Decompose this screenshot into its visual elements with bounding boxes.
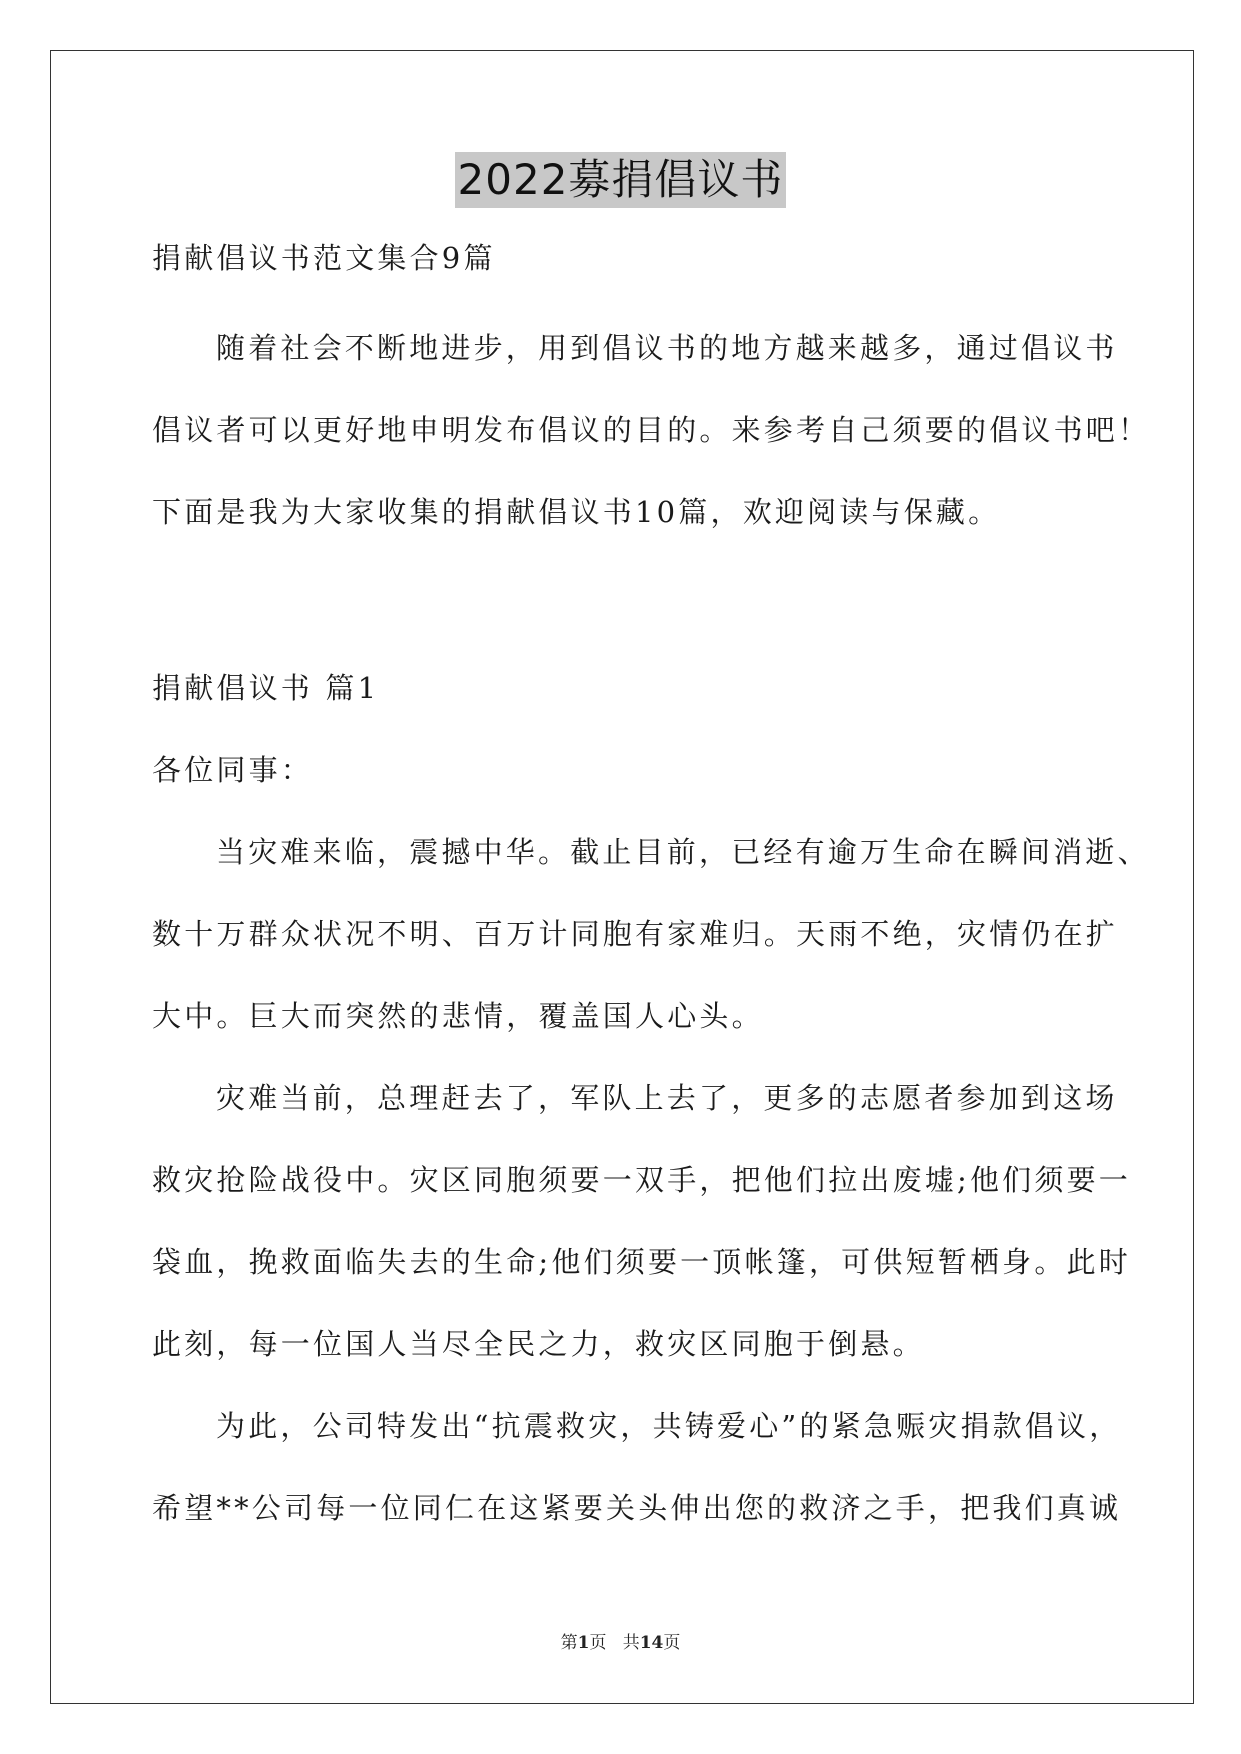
body-line-8: 为此，公司特发出“抗震救灾，共铸爱心”的紧急赈灾捐款倡议， bbox=[216, 1409, 1122, 1443]
body-line-4: 灾难当前，总理赶去了，军队上去了，更多的志愿者参加到这场 bbox=[216, 1081, 1118, 1115]
title-container bbox=[0, 152, 1241, 208]
body-line-5: 救灾抢险战役中。灾区同胞须要一双手，把他们拉出废墟;他们须要一 bbox=[152, 1163, 1131, 1197]
body-line-7: 此刻，每一位国人当尽全民之力，救灾区同胞于倒悬。 bbox=[152, 1327, 925, 1361]
footer-total-pages: 14 bbox=[639, 1633, 664, 1653]
footer-total-suffix: 页 bbox=[663, 1633, 681, 1653]
document-subtitle: 捐献倡议书范文集合9篇 bbox=[152, 241, 496, 275]
footer-page-suffix: 页 bbox=[589, 1633, 607, 1653]
body-line-6: 袋血，挽救面临失去的生命;他们须要一顶帐篷，可供短暂栖身。此时 bbox=[152, 1245, 1131, 1279]
footer-total-prefix: 共 bbox=[622, 1633, 640, 1653]
body-line-9: 希望**公司每一位同仁在这紧要关头伸出您的救济之手，把我们真诚 bbox=[152, 1491, 1122, 1525]
footer-page-number: 1 bbox=[577, 1633, 590, 1653]
section-heading: 捐献倡议书 篇1 bbox=[152, 671, 380, 705]
footer-prefix: 第 bbox=[560, 1633, 578, 1653]
body-line-3: 大中。巨大而突然的悲情，覆盖国人心头。 bbox=[152, 999, 764, 1033]
page-footer bbox=[0, 1632, 1241, 1654]
intro-line-1: 随着社会不断地进步，用到倡议书的地方越来越多，通过倡议书 bbox=[216, 331, 1118, 365]
document-title: 2022募捐倡议书 bbox=[455, 152, 787, 208]
intro-line-3: 下面是我为大家收集的捐献倡议书10篇，欢迎阅读与保藏。 bbox=[152, 495, 1001, 529]
page-border bbox=[50, 50, 1194, 1704]
intro-line-2: 倡议者可以更好地申明发布倡议的目的。来参考自己须要的倡议书吧！ bbox=[152, 413, 1151, 447]
salutation: 各位同事： bbox=[152, 753, 314, 787]
body-line-2: 数十万群众状况不明、百万计同胞有家难归。天雨不绝，灾情仍在扩 bbox=[152, 917, 1119, 951]
body-line-1: 当灾难来临，震撼中华。截止目前，已经有逾万生命在瞬间消逝、 bbox=[216, 835, 1150, 869]
